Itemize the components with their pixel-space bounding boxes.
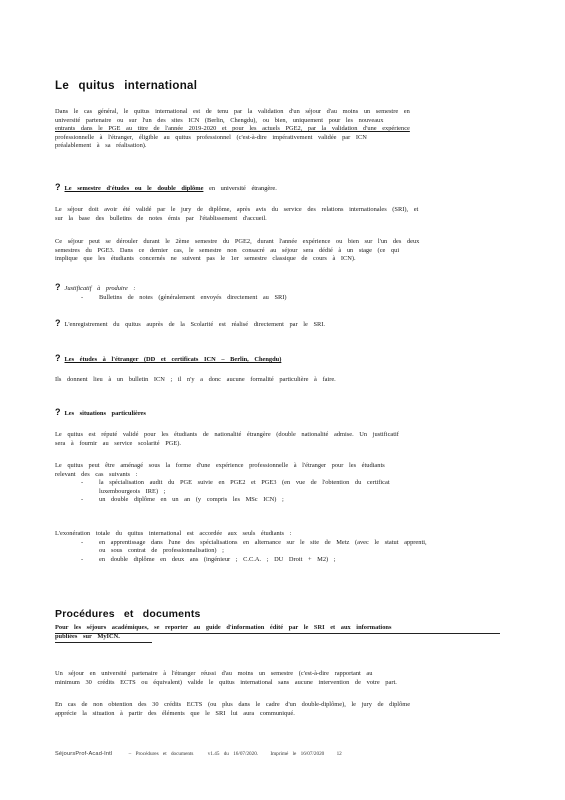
bullet-dash-icon: - <box>81 555 84 563</box>
procedures-paragraph-1 <box>55 670 515 687</box>
page-title: Le quitus international <box>55 80 198 92</box>
page-footer <box>55 751 342 757</box>
reference-line: Pour les séjours académiques, se reporter au guide d'information édité par le SRI et aux informations <box>55 624 392 631</box>
section3-paragraph-2 <box>55 462 515 505</box>
intro-line: université partenaire ou sur l'un des sites ICN (Berlin, Chengdu), ou bien, uniquement pour les nouveaux <box>55 116 384 124</box>
footer-version: v1.45 du 16/07/2020. <box>207 751 259 757</box>
paragraph-line: L'exonération totale du quitus international est accordée aux seuls étudiants : <box>55 530 292 537</box>
paragraph-line: sera à fournir au service scolarité PGE). <box>55 439 182 447</box>
paragraph-line: relevant des cas suivants : <box>55 470 138 478</box>
bullet-dash-icon: - <box>81 479 84 487</box>
section-heading-rest: en université étrangère. <box>203 185 277 192</box>
paragraph-line: implique que les étudiants concernés ne suivent pas le 1er semestre classique de cours à ICN). <box>55 255 356 263</box>
question-mark-icon: ? <box>55 282 61 292</box>
section-heading-semestre <box>55 183 277 194</box>
list-item-text: un double diplôme en un an (y compris les MSc ICN) ; <box>99 496 284 504</box>
intro-line: entrants dans le PGE au titre de l'année 2019-2020 et pour les actuels PGE2, par la validation d'une expérience <box>55 125 410 133</box>
list-item <box>55 556 515 565</box>
section-heading-etudes <box>55 354 281 365</box>
list-item <box>55 496 515 505</box>
list-item-text: en double diplôme en deux ans (ingénieur ; C.C.A. ; DU Droit + M2) ; <box>99 555 336 563</box>
footer-label: – Procédures et documents <box>128 751 194 757</box>
reference-line: publiées sur MyICN. <box>55 632 120 640</box>
section-heading-text: Le semestre d'études ou le double diplôme <box>64 185 204 192</box>
intro-paragraph <box>55 108 515 151</box>
section1-paragraph-1 <box>55 206 515 223</box>
paragraph-line: Le quitus est réputé validé pour les étudiants de nationalité étrangère (double nationalité admise. Un justificatif <box>55 431 399 438</box>
justificatif-label: Justificatif à produire : <box>64 285 136 292</box>
procedures-title: Procédures et documents <box>55 608 201 620</box>
paragraph-line: Le séjour doit avoir été validé par le jury de diplôme, après avis du service des relations internationales (SRI), et <box>55 206 419 213</box>
justificatif-block <box>55 283 515 302</box>
intro-line: préalablement à sa réalisation). <box>55 142 147 150</box>
question-mark-icon: ? <box>55 353 61 363</box>
question-mark-icon: ? <box>55 182 61 192</box>
bullet-dash-icon: - <box>81 538 84 546</box>
paragraph-line: En cas de non obtention des 30 crédits ECTS (ou plus dans le cadre d'un double-diplôme), le jury de diplôme <box>55 701 411 708</box>
enregistrement-line <box>55 319 515 330</box>
question-mark-icon: ? <box>55 318 61 328</box>
intro-line: professionnelle à l'étranger, éligible au quitus professionnel (c'est-à-dire impérativement validée par ICN <box>55 133 367 141</box>
list-item-text: en apprentissage dans l'une des spécialisations en alternance sur le site de Metz (avec le statut apprenti, <box>99 538 427 546</box>
bullet-dash-icon: - <box>81 293 84 301</box>
enregistrement-text: L'enregistrement du quitus auprès de la Scolarité est réalisé directement par le SRI. <box>64 321 326 328</box>
list-item <box>55 479 515 496</box>
reference-underline-divider <box>55 642 152 643</box>
list-item <box>55 294 515 303</box>
paragraph-line: sur la base des bulletins de notes émis par l'établissement d'accueil. <box>55 214 267 222</box>
paragraph-line: minimum 30 crédits ECTS ou équivalent) valide le quitus international sans aucune intervention de votre part. <box>55 678 397 686</box>
question-mark-icon: ? <box>55 407 61 417</box>
intro-line: Dans le cas général, le quitus international est de tenu par la validation d'un séjour d'au moins un semestre en <box>55 108 410 115</box>
bullet-dash-icon: - <box>81 496 84 504</box>
section3-paragraph-3 <box>55 530 515 564</box>
section1-paragraph-2 <box>55 238 515 264</box>
section-heading-situations <box>55 408 146 419</box>
reference-underline-divider <box>55 633 500 634</box>
section2-text: Ils donnent lieu à un bulletin ICN ; il n'y a donc aucune formalité particulière à faire. <box>55 376 336 383</box>
paragraph-line: semestres du PGE3. Dans ce dernier cas, le semestre non consacré au séjour sera dédié à un stage (ce qui <box>55 246 400 254</box>
paragraph-line: apprécie la situation à partir des éléments que le SRI lui aura communiqué. <box>55 709 295 717</box>
section3-paragraph-1 <box>55 431 515 448</box>
list-item-text: Bulletins de notes (généralement envoyés directement au SRI) <box>99 293 287 301</box>
footer-document-name: SéjoursProf-Acad-Intl <box>55 751 113 757</box>
paragraph-line: Un séjour en université partenaire à l'étranger réussi d'au moins un semestre (c'est-à-dire rapportant au <box>55 670 373 677</box>
footer-printed: Imprimé le 16/07/2020 <box>270 751 325 757</box>
list-item-text: ou sous contrat de professionnalisation) ; <box>99 547 224 555</box>
paragraph-line: Ce séjour peut se dérouler durant le 2ème semestre du PGE2, durant l'année expérience ou bien sur l'un des deux <box>55 238 420 245</box>
list-item-text: luxembourgeois IRE) ; <box>99 487 166 495</box>
list-item-text: la spécialisation audit du PGE suivie en PGE2 et PGE3 (en vue de l'obtention du certificat <box>99 479 390 487</box>
procedures-paragraph-2 <box>55 701 515 718</box>
section-heading-text: Les études à l'étranger (DD et certificats ICN – Berlin, Chengdu) <box>64 356 282 363</box>
footer-page-number: 12 <box>336 751 342 757</box>
list-item <box>55 539 515 556</box>
section-heading-text: Les situations particulières <box>64 410 146 417</box>
paragraph-line: Le quitus peut être aménagé sous la forme d'une expérience professionnelle à l'étranger pour les étudiants <box>55 462 385 469</box>
